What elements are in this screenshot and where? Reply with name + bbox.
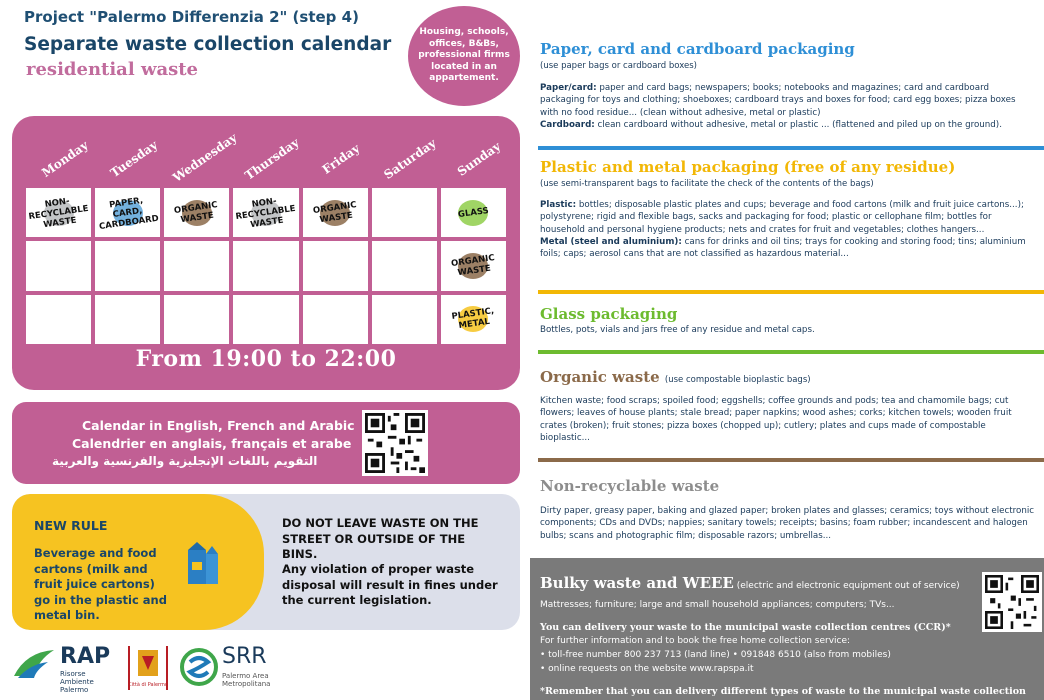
day-saturday: Saturday [381,136,439,182]
section-nonrec-title: Non-recyclable waste [540,477,720,495]
plastic-label: Plastic: [540,200,577,210]
calendar-cell [441,295,506,344]
calendar-cell [26,188,91,237]
section-organic-note: (use compostable bioplastic bags) [664,375,811,385]
logos-bar [12,642,312,698]
calendar-cell [95,295,160,344]
calendar-cell [233,295,298,344]
calendar-cell [164,295,229,344]
language-line-arabic: التقويم باللغات الإنجليزية والفرنسية والعربية [52,454,318,468]
audience-badge [408,6,520,106]
calendar-cell [233,241,298,290]
day-wednesday: Wednesday [170,130,240,185]
day-sunday: Sunday [454,139,504,179]
language-box [12,402,520,484]
calendar-cell [303,188,368,237]
srr-logo-text: SRR [222,644,267,669]
bulky-delivery: You can delivery your waste to the municipal waste collection centres (CCR)* [540,622,951,633]
section-glass-body: Bottles, pots, vials and jars free of any residue and metal caps. [540,325,815,335]
calendar-cell [303,295,368,344]
section-glass-title: Glass packaging [540,305,678,323]
section-glass-divider [538,350,1044,354]
language-line-english: Calendar in English, French and Arabic [82,418,355,433]
calendar-cell [95,241,160,290]
page-title: Separate waste collection calendar [24,34,392,55]
bulky-qr-code-icon[interactable] [982,572,1042,632]
rap-logo-subtitle: Risorse Ambiente Palermo [60,670,94,694]
section-plastic-title: Plastic and metal packaging (free of any residue) [540,158,956,176]
section-paper-title: Paper, card and cardboard packaging [540,40,855,58]
section-paper-note: (use paper bags or cardboard boxes) [540,61,697,71]
palermo-crest-icon [128,646,168,690]
collection-time: From 19:00 to 22:00 [135,346,397,372]
calendar-cell [303,241,368,290]
organic-title-text: Organic waste [540,368,660,386]
bulky-title [540,574,960,592]
audience-badge-text: Housing, schools, offices, B&Bs, professional firms located in an appartement. [418,27,510,84]
paper-label: Paper/card: [540,83,597,93]
new-rule-box [12,494,520,630]
page-subtitle: residential waste [26,59,199,80]
calendar-cell [95,188,160,237]
calendar-cell [372,295,437,344]
day-monday: Monday [39,138,91,180]
plastic-text: bottles; disposable plastic plates and cups; beverage and food cartons (milk and fruit juice cartons...); polystyrene; rigid and flexible bags, sacks and packaging for food; plastic or cellophane film; bottles for household and personal hygiene products; nets and crates for fruit and vegetables; clothes hangers... [540,200,1024,235]
section-plastic-note: (use semi-transparent bags to facilitate the check of the contents of the bags) [540,179,874,189]
bulky-title-text: Bulky waste and WEEE [540,574,734,592]
calendar-cell [164,241,229,290]
waste-type-label: ORGANIC WASTE [312,199,357,225]
waste-type-label: ORGANIC WASTE [450,253,496,279]
rap-logo-icon [12,646,56,682]
calendar-cell [372,241,437,290]
day-friday: Friday [319,141,363,177]
project-label: Project "Palermo Differenzia 2" (step 4) [24,8,359,26]
waste-type-label: NON-RECYCLABLE WASTE [235,196,297,230]
calendar-panel [12,116,520,390]
day-thursday: Thursday [242,135,302,183]
calendar-cell [164,188,229,237]
qr-code-icon[interactable] [362,410,428,476]
calendar-cell [233,188,298,237]
section-paper-divider [538,146,1044,150]
new-rule-title: NEW RULE [34,518,108,533]
paper-text: paper and card bags; newspapers; books; notebooks and magazines; card and cardboard packaging for toys and clothing; shoeboxes; cardboard trays and boxes for food; card egg boxes; pizza boxes with no food residue... (clean without adhesive, metal or plastic) [540,83,1016,118]
bulky-footer: *Remember that you can delivery different types of waste to the municipal waste collection [540,686,1026,697]
calendar-cell [372,188,437,237]
waste-type-label: ORGANIC WASTE [173,199,219,225]
waste-type-label: PLASTIC, METAL [450,306,495,332]
warning-text: DO NOT LEAVE WASTE ON THE STREET OR OUTSIDE OF THE BINS. [282,516,479,561]
calendar-grid [24,186,508,346]
language-line-french: Calendrier en anglais, français et arabe [72,436,352,451]
srr-logo-subtitle: Palermo Area Metropolitana [222,672,271,688]
waste-type-label: NON-RECYCLABLE WASTE [27,196,90,230]
section-plastic-divider [538,290,1044,294]
bulky-items: Mattresses; furniture; large and small household appliances; computers; TVs... [540,600,895,610]
section-nonrec-body: Dirty paper, greasy paper, baking and glazed paper; broken plates and glasses; ceramics; toys without electronic components; CDs and DVDs; nappies; sanitary towels; receipts; basins; foam rubber; incandescent and halogen bulbs; scans and photographic film; disposable razors; umbrellas... [540,506,1035,541]
cardboard-text: clean cardboard without adhesive, metal or plastic ... (flattened and piled up on the ground). [594,119,1002,130]
bulky-phone: • toll-free number 800 237 713 (land line) • 091848 6510 (also from mobiles) [540,650,891,660]
waste-type-label: GLASS [457,205,490,220]
bulky-waste-panel [530,558,1044,700]
metal-text: cans for drinks and oil tins; trays for cooking and storing food; tins; aluminium foils; caps; aerosol cans that are not classified as hazardous material... [540,236,1026,260]
section-organic-divider [538,458,1044,462]
section-organic-body: Kitchen waste; food scraps; spoiled food; eggshells; coffee grounds and pods; tea and chamomile bags; cut flowers; leaves of house plants; stale bread; paper napkins; wood ashes; corks; kitchen towels; wooden fruit crates (broken); fruit stones; pizza boxes (chopped up); cutlery; plates and cups made of compostable bioplastic... [540,396,1012,443]
section-paper-body [540,82,1036,131]
fines-text: Any violation of proper waste disposal will result in fines under the current legislation. [282,562,498,607]
calendar-cell [441,188,506,237]
palermo-crest-text: Città di Palermo [130,682,166,688]
new-rule-body: Beverage and food cartons (milk and fruit juice cartons) go in the plastic and metal bin. [34,546,167,622]
bulky-online: • online requests on the website www.rapspa.it [540,664,754,674]
bulky-title-note: (electric and electronic equipment out of service) [733,581,960,591]
rap-logo-text: RAP [60,644,111,669]
calendar-cell [26,295,91,344]
waste-type-label: PAPER, CARD, CARDBOARD [98,195,160,232]
section-organic-title [540,368,811,386]
calendar-cell [26,241,91,290]
srr-logo-icon [180,648,218,686]
day-tuesday: Tuesday [107,137,161,181]
metal-label: Metal (steel and aluminium): [540,236,682,247]
milk-carton-icon [184,540,220,586]
bulky-info: For further information and to book the free home collection service: [540,636,851,646]
section-plastic-body [540,199,1036,260]
cardboard-label: Cardboard: [540,119,595,130]
calendar-cell [441,241,506,290]
